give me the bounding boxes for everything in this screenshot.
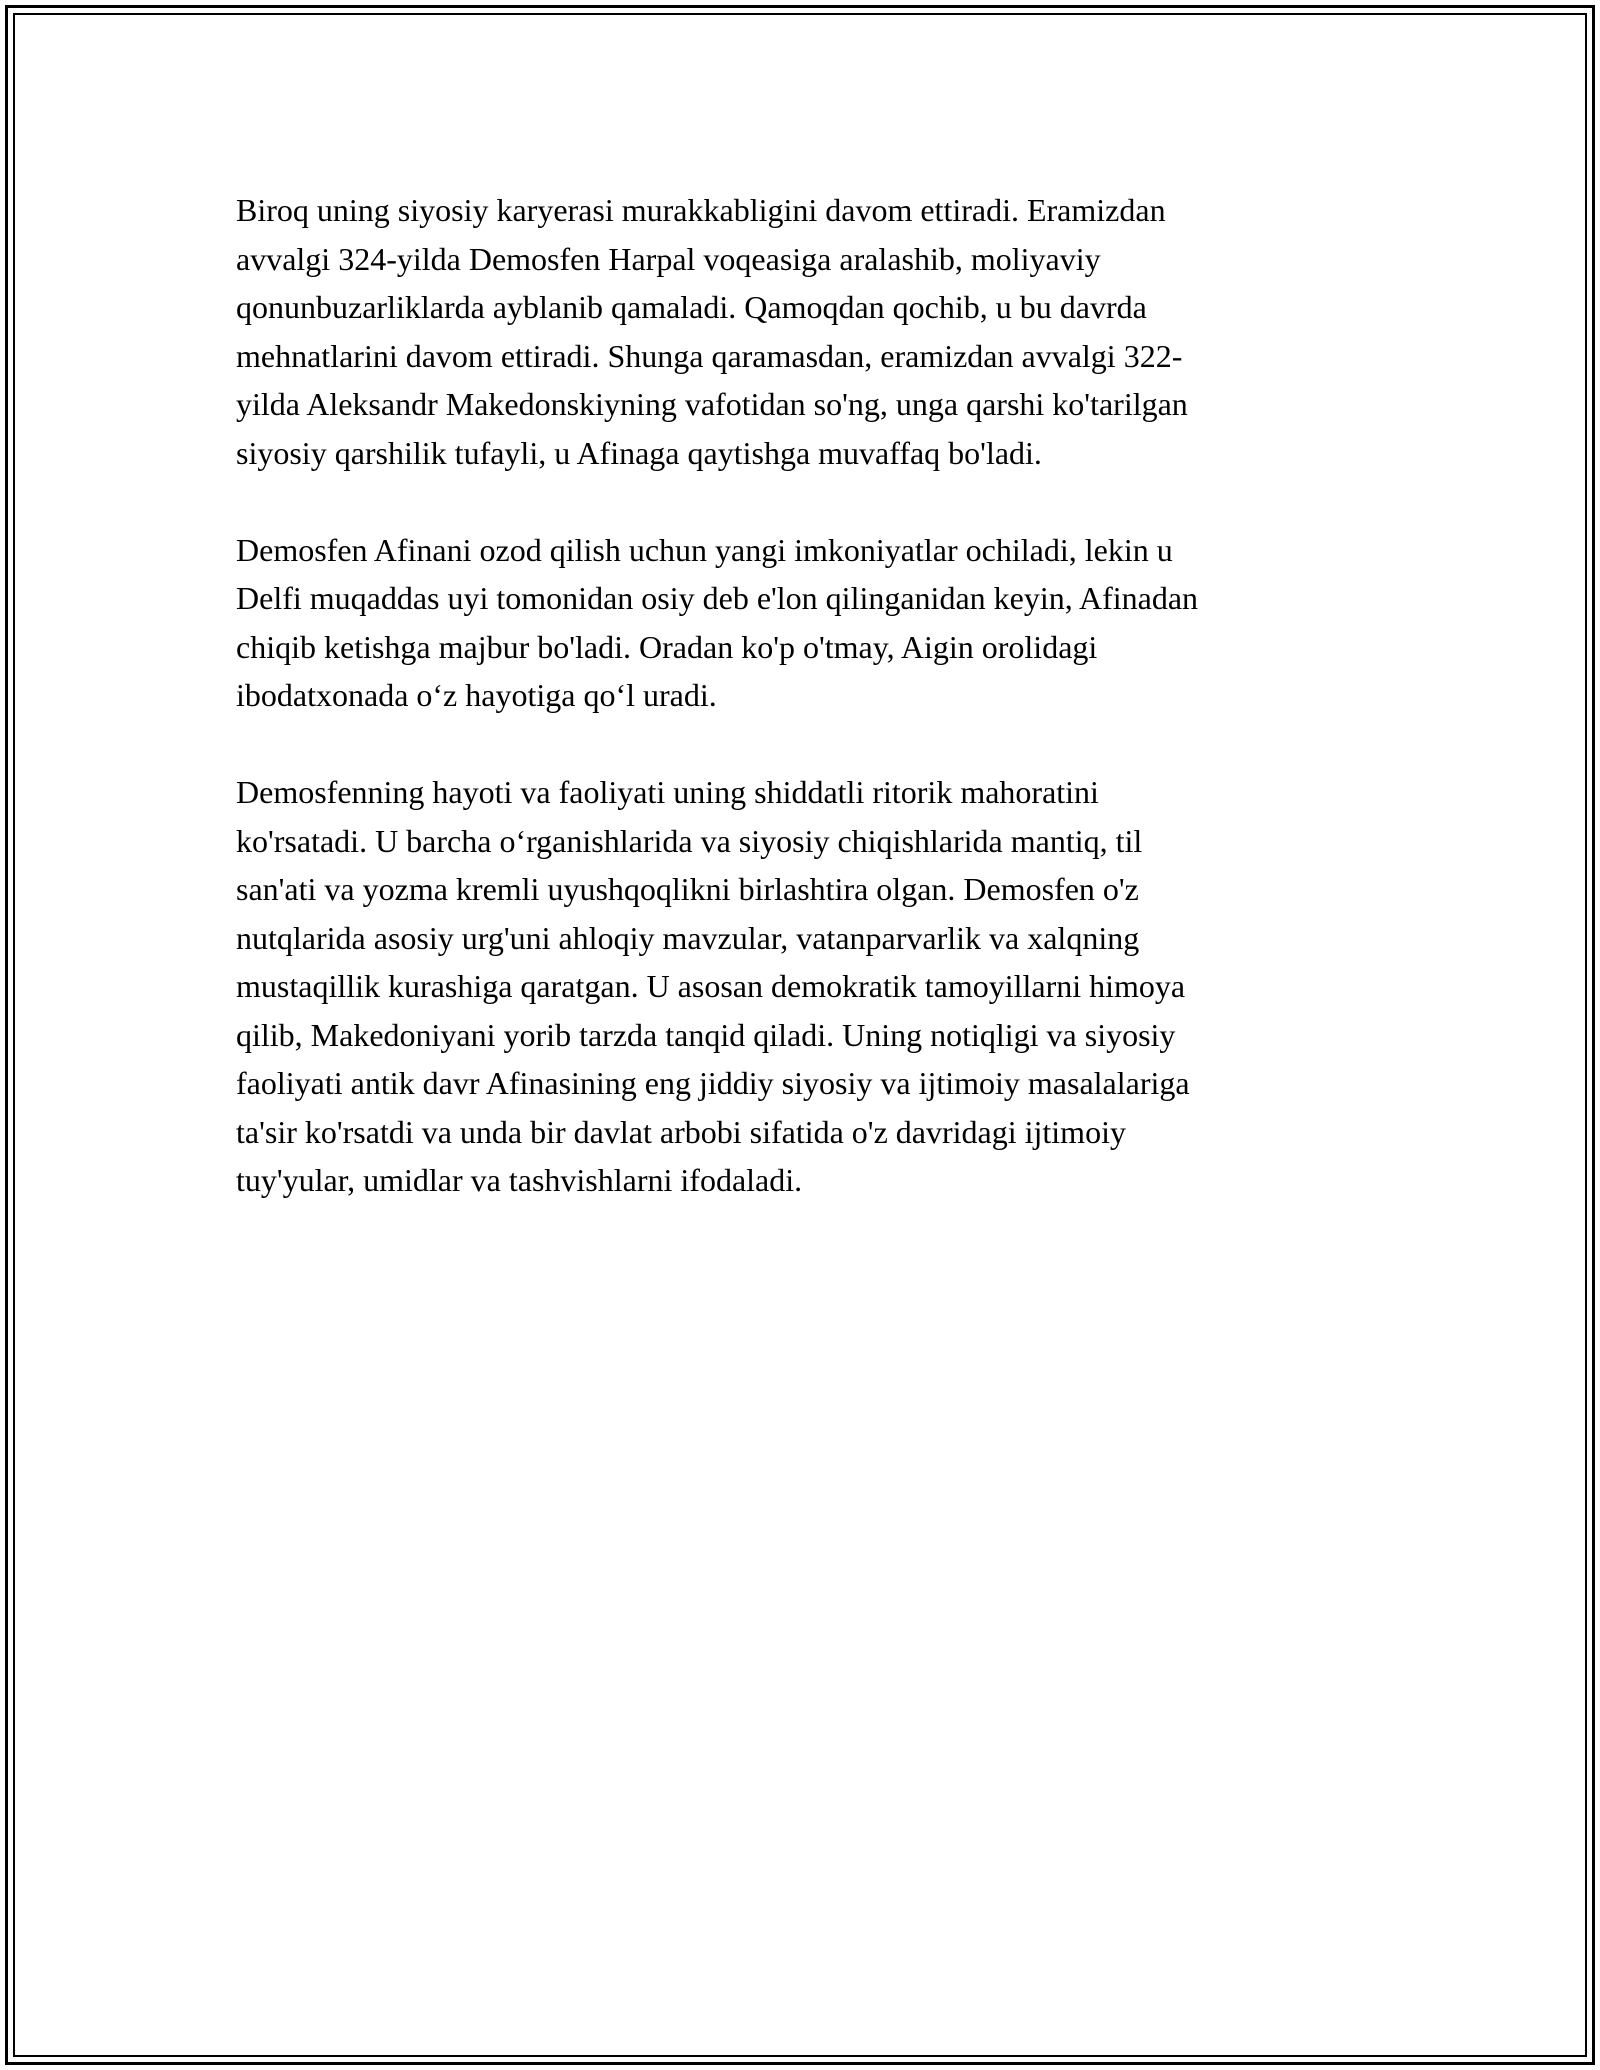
paragraph-2	[236, 526, 1366, 720]
text-line: mustaqillik kurashiga qaratgan. U asosan demokratik tamoyillarni himoya	[236, 968, 1186, 1004]
text-line: san'ati va yozma kremli uyushqoqlikni birlashtira olgan. Demosfen o'z	[236, 871, 1139, 907]
text-line: tuy'yular, umidlar va tashvishlarni ifodaladi.	[236, 1162, 803, 1198]
text-line: ta'sir ko'rsatdi va unda bir davlat arbobi sifatida o'z davridagi ijtimoiy	[236, 1113, 1126, 1150]
text-line: yilda Aleksandr Makedonskiyning vafotidan so'ng, unga qarshi ko'tarilgan	[236, 386, 1188, 422]
text-line: qonunbuzarliklarda ayblanib qamaladi. Qamoqdan qochib, u bu davrda	[236, 289, 1147, 325]
text-line: qilib, Makedoniyani yorib tarzda tanqid qiladi. Uning notiqligi va siyosiy	[236, 1016, 1176, 1053]
text-line: ibodatxonada o‘z hayotiga qo‘l uradi.	[236, 677, 717, 713]
text-line: mehnatlarini davom ettiradi. Shunga qaramasdan, eramizdan avvalgi 322-	[236, 337, 1183, 374]
text-line: siyosiy qarshilik tufayli, u Afinaga qaytishga muvaffaq bo'ladi.	[236, 434, 1042, 471]
text-line: avvalgi 324-yilda Demosfen Harpal voqeasiga aralashib, moliyaviy	[236, 240, 1101, 277]
text-line: Demosfenning hayoti va faoliyati uning shiddatli ritorik mahoratini	[236, 774, 1099, 810]
text-line: Delfi muqaddas uyi tomonidan osiy deb e'lon qilinganidan keyin, Afinadan	[236, 580, 1199, 616]
text-line: Biroq uning siyosiy karyerasi murakkabligini davom ettiradi. Eramizdan	[236, 192, 1166, 228]
text-line: Demosfen Afinani ozod qilish uchun yangi imkoniyatlar ochiladi, lekin u	[236, 531, 1173, 568]
text-line: faoliyati antik davr Afinasining eng jiddiy siyosiy va ijtimoiy masalalariga	[236, 1065, 1190, 1101]
text-line: chiqib ketishga majbur bo'ladi. Oradan ko'p o'tmay, Aigin orolidagi	[236, 628, 1098, 665]
paragraph-3	[236, 768, 1366, 1205]
document-body	[236, 186, 1366, 1253]
text-line: nutqlarida asosiy urg'uni ahloqiy mavzular, vatanparvarlik va xalqning	[236, 919, 1140, 956]
text-line: ko'rsatadi. U barcha o‘rganishlarida va siyosiy chiqishlarida mantiq, til	[236, 822, 1143, 859]
paragraph-1	[236, 186, 1366, 477]
